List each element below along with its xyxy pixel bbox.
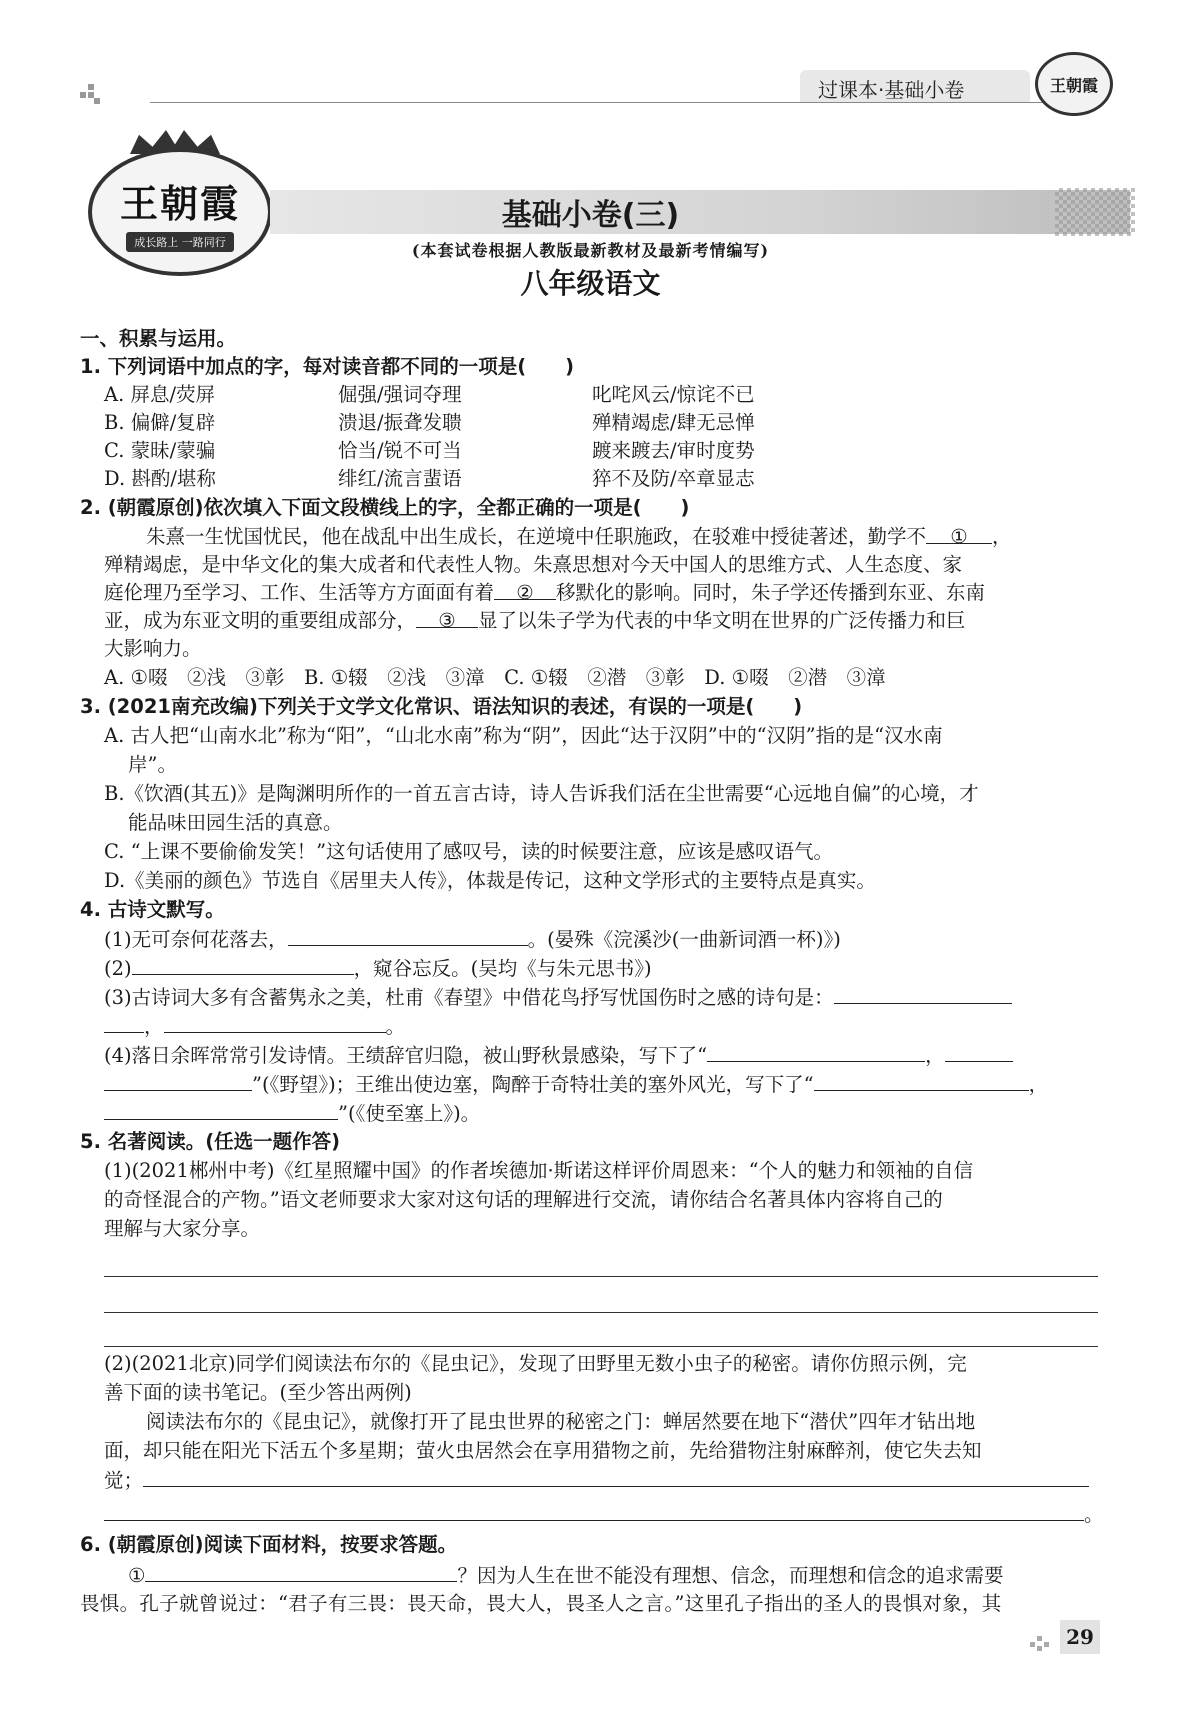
q2-options: A. ①啜 ②浅 ③彰 B. ①辍 ②浅 ③漳 C. ①辍 ②潜 ③彰 D. ①啜 ②潜 ③漳 [104,666,886,689]
q4-blank-4e[interactable] [104,1099,338,1120]
q6-material-1-text: ？因为人生在世不能没有理想、信念，而理想和信念的追求需要 [457,1564,1004,1587]
q1-option-d-c: 猝不及防/卒章显志 [592,467,755,490]
q4-item-1-source: 。(晏殊《浣溪沙(一曲新词酒一杯)》) [527,928,841,951]
q4-item-3-comma: ， [144,1015,164,1038]
q5-part-2-line-4: 面，却只能在阳光下活五个多星期；萤火虫居然会在享用猎物之前，先给猎物注射麻醉剂，使它失去知 [104,1439,982,1462]
q4-item-4-end [104,1099,480,1128]
q2-passage-1: 朱熹一生忧国忧民，他在战乱中出生成长，在逆境中任职施政，在驳难中授徒著述，勤学不 [146,525,927,548]
q4-item-4-source-2: ”(《使至塞上》)。 [338,1102,481,1125]
q4-item-4-comma-2: ， [1028,1073,1049,1096]
brand-logo-ribbon: 成长路上 一路同行 [126,232,234,252]
q2-passage-3a: 庭伦理乃至学习、工作、生活等方方面面有着 [104,581,495,604]
q4-item-2-source: ，窥谷忘反。(吴均《与朱元思书》) [353,957,652,980]
q2-passage-4a: 亚，成为东亚文明的重要组成部分， [104,609,417,632]
q4-item-4-cont [104,1070,1048,1099]
q2-blank-3[interactable]: ③ [416,607,478,628]
q4-item-4-source: ”(《野望》)；王维出使边塞，陶醉于奇特壮美的塞外风光，写下了“ [252,1073,814,1096]
q4-item-4-comma: ， [925,1044,945,1067]
q2-passage-line-5: 大影响力。 [104,637,202,660]
q5-part-2-line-3: 阅读法布尔的《昆虫记》，就像打开了昆虫世界的秘密之门：蝉居然要在地下“潜伏”四年才钻出地 [146,1410,976,1433]
q1-option-c: C. 蒙昧/蒙骗 [104,439,216,462]
q4-item-2 [104,954,652,983]
q5-blank-1[interactable] [143,1466,1089,1487]
q5-part-2-line-1: (2)(2021北京)同学们阅读法布尔的《昆虫记》，发现了田野里无数小虫子的秘密。请你仿照示例，完 [104,1352,967,1375]
q4-blank-1[interactable] [288,925,528,946]
header-logo-icon: 王朝霞 [1035,52,1113,116]
q2-passage-line-4 [104,607,966,635]
q1-option-d-b: 绯红/流言蜚语 [338,467,462,490]
question-6-stem: 6. (朝霞原创)阅读下面材料，按要求答题。 [80,1533,458,1556]
q2-passage-3b: 移默化的影响。同时，朱子学还传播到东亚、东南 [556,581,986,604]
q1-option-d: D. 斟酌/堪称 [104,467,216,490]
q5-part-2-line-5-text: 觉； [104,1469,144,1492]
question-4-stem: 4. 古诗文默写。 [80,898,225,921]
q1-option-b: B. 偏僻/复辟 [104,411,216,434]
grade-title: 八年级语文 [520,267,661,300]
q4-blank-4d[interactable] [814,1070,1029,1091]
q3-option-c: C. “上课不要偷偷发笑！”这句话使用了感叹号，读的时候要注意，应该是感叹语气。 [104,840,834,863]
q1-option-a-c: 叱咤风云/惊诧不已 [592,383,755,406]
q1-option-b-c: 殚精竭虑/肆无忌惮 [592,411,755,434]
q4-blank-4b[interactable] [945,1041,1013,1062]
q5-part-1-line-2: 的奇怪混合的产物。”语文老师要求大家对这句话的理解进行交流，请你结合名著具体内容将自己的 [104,1188,943,1211]
question-2-stem: 2. (朝霞原创)依次填入下面文段横线上的字，全都正确的一项是( ) [80,496,690,519]
q4-blank-4a[interactable] [707,1041,925,1062]
brand-logo-text: 王朝霞 [119,180,240,226]
header-series-title: 过课本·基础小卷 [818,78,965,102]
q6-circle-1: ① [128,1564,146,1587]
q4-item-3 [104,983,1012,1012]
q5-part-1-line-3: 理解与大家分享。 [104,1217,261,1240]
q2-blank-2[interactable]: ② [494,579,556,600]
q3-option-b-line-1: B.《饮酒(其五)》是陶渊明所作的一首五言古诗，诗人告诉我们活在尘世需要“心远地自偏”的心境，才 [104,782,979,805]
q5-part-2-line-6 [104,1500,1104,1529]
question-5-stem: 5. 名著阅读。(任选一题作答) [80,1130,341,1153]
q2-passage-line-2: 殚精竭虑，是中华文化的集大成者和代表性人物。朱熹思想对今天中国人的思维方式、人生态度、家 [104,553,963,576]
q3-option-a-line-2: 岸”。 [128,753,177,776]
q4-item-3-text: (3)古诗词大多有含蓄隽永之美，杜甫《春望》中借花鸟抒写忧国伤时之感的诗句是： [104,986,834,1009]
page-number-decoration [1030,1632,1054,1652]
page-title: 基础小卷(三) [501,198,680,233]
question-3-stem: 3. (2021南充改编)下列关于文学文化常识、语法知识的表述，有误的一项是( ) [80,695,803,718]
q2-passage-line-1: 朱熹一生忧国忧民，他在战乱中出生成长，在逆境中任职施政，在驳难中授徒著述，勤学不 ① ， [146,525,1012,548]
q2-passage-4b: 显了以朱子学为代表的中华文明在世界的广泛传播力和巨 [478,609,966,632]
q4-item-1-text: (1)无可奈何花落去， [104,928,288,951]
q2-passage-line-3 [104,579,985,607]
q5-answer-line-2[interactable] [104,1312,1098,1313]
q6-material-line-2: 畏惧。孔子就曾说过：“君子有三畏：畏天命，畏大人，畏圣人之言。”这里孔子指出的圣人的畏惧对象，其 [80,1592,1002,1615]
q4-blank-3b[interactable] [104,1012,144,1033]
q3-option-b-line-2: 能品味田园生活的真意。 [128,811,343,834]
q4-item-4-text: (4)落日余晖常常引发诗情。王绩辞官归隐，被山野秋景感染，写下了“ [104,1044,708,1067]
q4-item-3-cont [104,1012,405,1041]
q5-answer-line-3[interactable] [104,1346,1098,1347]
q5-blank-2[interactable] [104,1500,1084,1521]
q4-blank-2[interactable] [132,954,354,975]
q1-option-c-c: 踱来踱去/审时度势 [592,439,755,462]
q5-part-1-line-1: (1)(2021郴州中考)《红星照耀中国》的作者埃德加·斯诺这样评价周恩来：“个人的魅力和领袖的自信 [104,1159,974,1182]
q6-material-line-1 [128,1561,1004,1590]
section-heading: 一、积累与运用。 [80,327,237,350]
q1-option-b-b: 溃退/振聋发聩 [338,411,462,434]
q3-option-d: D.《美丽的颜色》节选自《居里夫人传》，体裁是传记，这种文学形式的主要特点是真实。 [104,869,876,892]
q5-part-2-line-2: 善下面的读书笔记。(至少答出两例) [104,1381,412,1404]
q1-option-c-b: 恰当/锐不可当 [338,439,462,462]
question-1-text: 1. 下列词语中加点的字，每对读音都不同的一项是( ) [80,355,575,378]
q4-item-4 [104,1041,1013,1070]
question-1-stem [80,353,574,381]
q1-option-a: A. 屏息/荧屏 [104,383,216,406]
page-number: 29 [1060,1620,1100,1654]
header-decoration [80,84,100,104]
q5-answer-line-1[interactable] [104,1276,1098,1277]
q4-item-3-end: 。 [385,1015,406,1038]
q4-blank-3c[interactable] [164,1012,386,1033]
q4-blank-4c[interactable] [104,1070,252,1091]
q4-item-1 [104,925,841,954]
q3-option-a-line-1: A. 古人把“山南水北”称为“阳”，“山北水南”称为“阴”，因此“达于汉阴”中的“汉阴”指的是“汉水南 [104,724,943,747]
q5-part-2-end: 。 [1084,1503,1104,1526]
page-subtitle: (本套试卷根据人教版最新教材及最新考情编写) [411,241,770,260]
q6-blank-1[interactable] [145,1561,457,1582]
q1-option-a-b: 倔强/强词夺理 [338,383,462,406]
q2-blank-1[interactable]: ① [926,523,992,544]
q4-blank-3a[interactable] [834,983,1012,1004]
q5-part-2-line-5 [104,1466,1089,1495]
q4-item-2-label: (2) [104,957,132,980]
